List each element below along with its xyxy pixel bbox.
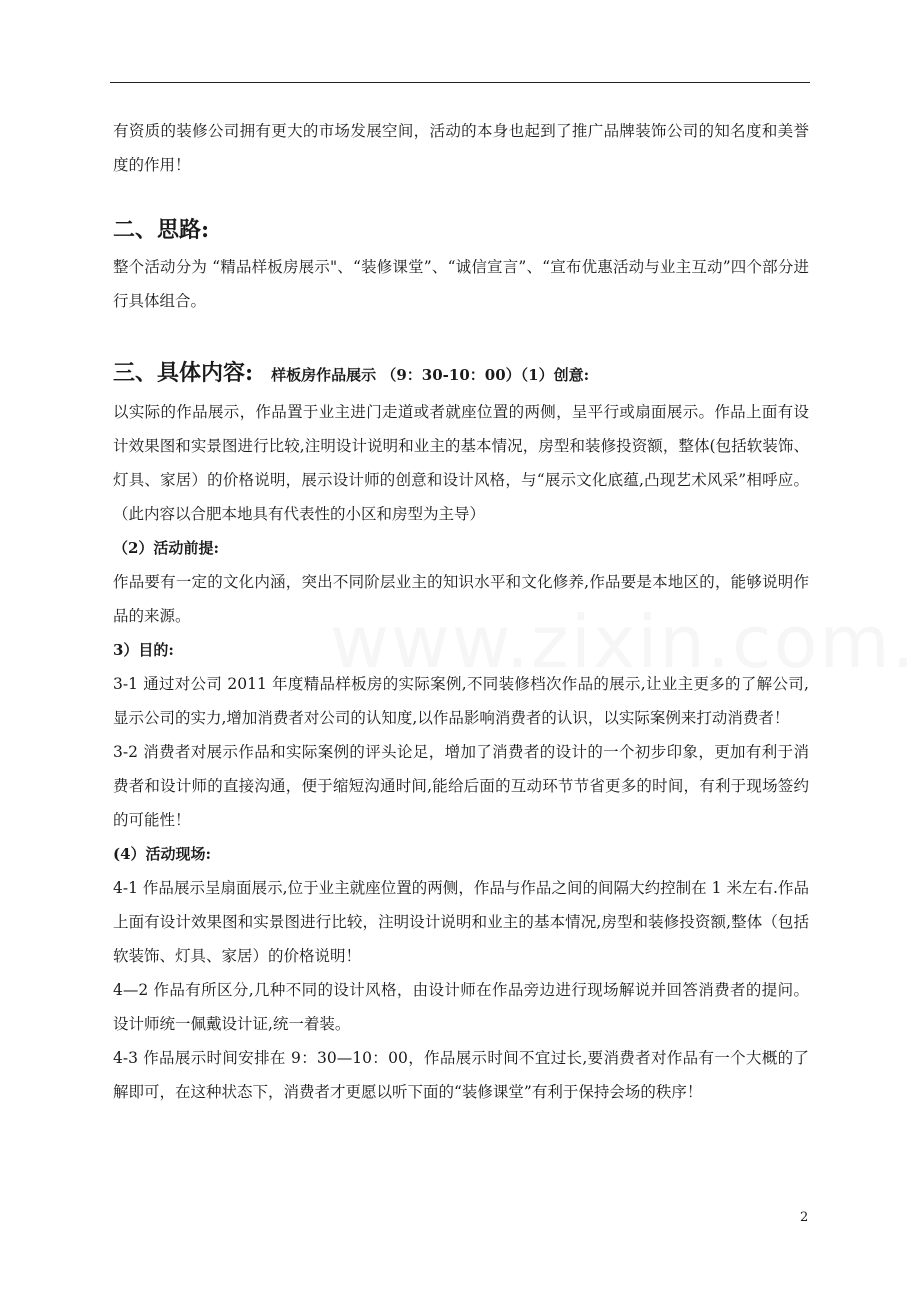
paragraph-venue-2: 4—2 作品有所区分,几种不同的设计风格，由设计师在作品旁边进行现场解说并回答消费者的提问。设计师统一佩戴设计证,统一着装。 [113, 981, 809, 1033]
paragraph-purpose-1: 3-1 通过对公司 2011 年度精品样板房的实际案例,不同装修档次作品的展示,让业主更多的了解公司,显示公司的实力,增加消费者对公司的认知度,以作品影响消费者的认识，以实际案例来打动消费者！ [113, 675, 809, 727]
paragraph-approach: 整个活动分为 “精品样板房展示"、“装修课堂”、“诚信宣言”、“宣布优惠活动与业主互动”四个部分进行具体组合。 [113, 258, 809, 310]
paragraph-venue-3: 4-3 作品展示时间安排在 9：30—10：00，作品展示时间不宜过长,要消费者对作品有一个大概的了解即可，在这种状态下，消费者才更愿以听下面的“装修课堂”有利于保持会场的秩序！ [113, 1049, 809, 1101]
page-number: 2 [800, 1210, 809, 1225]
section-heading-content [113, 356, 809, 392]
paragraph-premise: 作品要有一定的文化内涵，突出不同阶层业主的知识水平和文化修养,作品要是本地区的，能够说明作品的来源。 [113, 573, 809, 625]
section-heading-approach: 二、思路: [113, 217, 210, 243]
document-body [113, 114, 809, 1109]
paragraph-intro: 有资质的装修公司拥有更大的市场发展空间，活动的本身也起到了推广品牌装饰公司的知名度和美誉度的作用！ [113, 122, 809, 174]
section-heading-content-subtitle: 样板房作品展示 （9：30-10：00）（1）创意: [271, 366, 590, 384]
paragraph-creative: 以实际的作品展示，作品置于业主进门走道或者就座位置的两侧，呈平行或扇面展示。作品上面有设计效果图和实景图进行比较,注明设计说明和业主的基本情况，房型和装修投资额，整体(包括软装饰、灯具、家居）的价格说明，展示设计师的创意和设计风格，与“展示文化底蕴,凸现艺术风采”相呼应。 （此内容以合肥本地具有代表性的小区和房型为主导） [113, 403, 809, 523]
section-heading-content-title: 三、具体内容: [113, 360, 254, 386]
paragraph-venue-1: 4-1 作品展示呈扇面展示,位于业主就座位置的两侧，作品与作品之间的间隔大约控制在 1 米左右.作品上面有设计效果图和实景图进行比较，注明设计说明和业主的基本情况,房型和装修投资额,整体（包括软装饰、灯具、家居）的价格说明！ [113, 879, 809, 965]
paragraph-purpose-2: 3-2 消费者对展示作品和实际案例的评头论足，增加了消费者的设计的一个初步印象，更加有利于消费者和设计师的直接沟通，便于缩短沟通时间,能给后面的互动环节节省更多的时间，有利于现场签约的可能性！ [113, 743, 809, 829]
header-rule [110, 82, 810, 83]
subheading-premise: （2）活动前提: [113, 539, 219, 557]
subheading-purpose: 3）目的: [113, 641, 174, 659]
subheading-venue: (4）活动现场: [113, 845, 212, 863]
